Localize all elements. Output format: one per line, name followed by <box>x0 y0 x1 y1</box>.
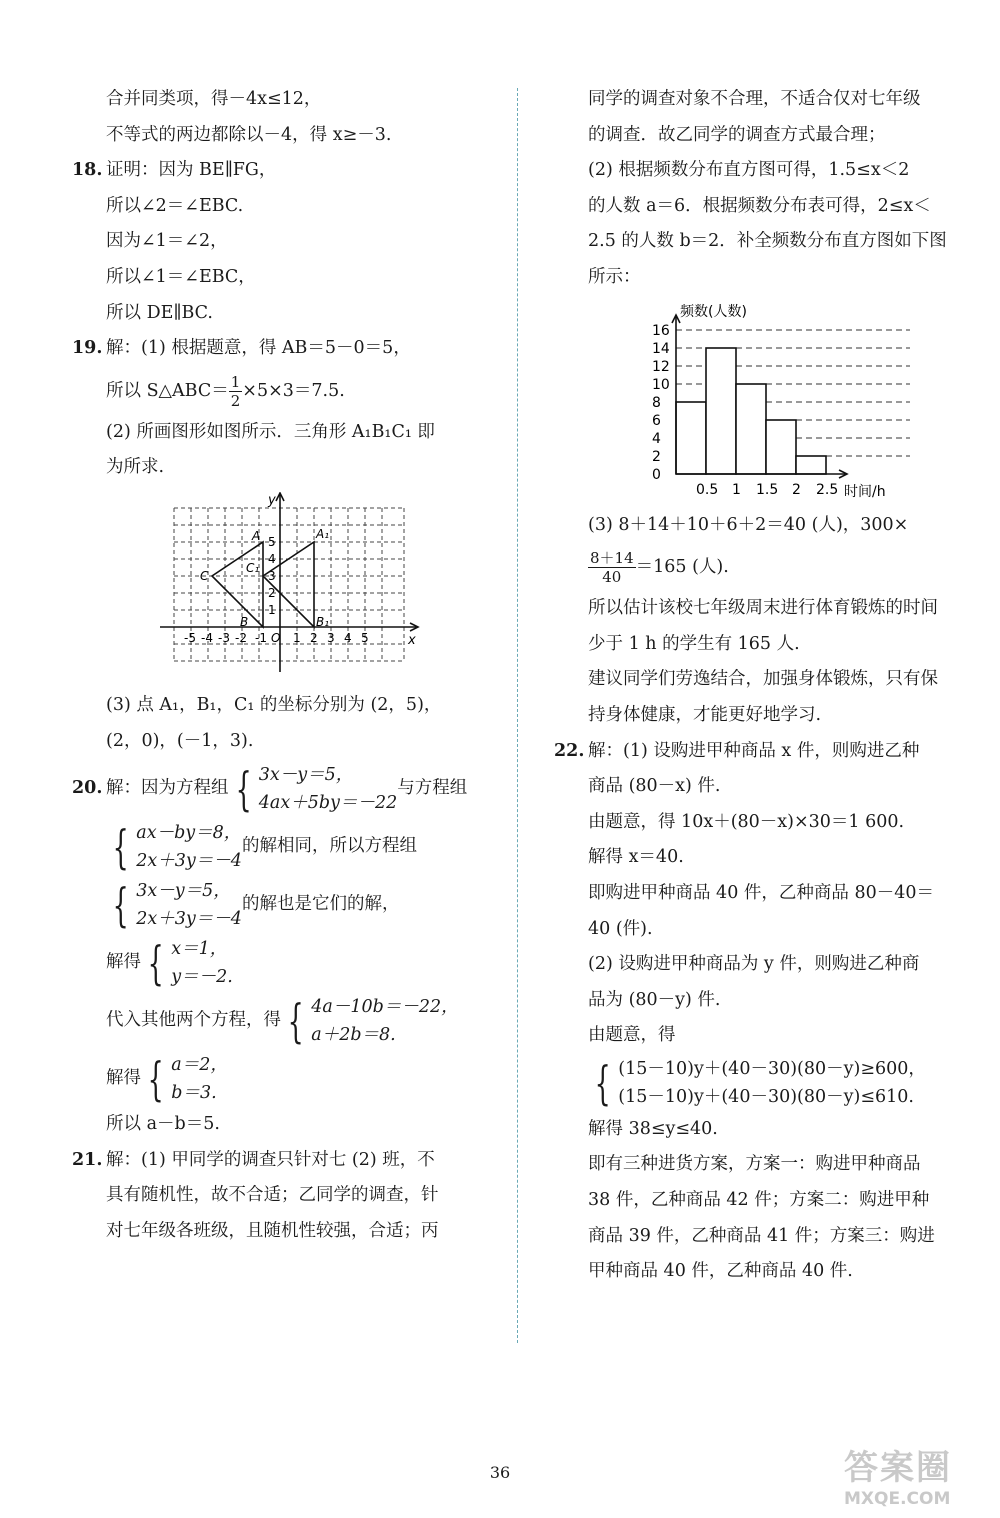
equation-system <box>229 761 398 817</box>
text-line: 38 件，乙种商品 42 件；方案二：购进甲种 <box>588 1190 930 1211</box>
y-tick-label: 4 <box>652 430 661 447</box>
text-line: 所以估计该校七年级周末进行体育锻炼的时间 <box>588 598 938 619</box>
text-line: 少于 1 h 的学生有 165 人. <box>588 633 800 654</box>
text-line: 的人数 a＝6．根据频数分布表可得，2≤x＜ <box>588 195 931 216</box>
text-line: 解得 38≤y≤40. <box>588 1118 718 1139</box>
text-line: 商品 (80－x) 件. <box>588 776 721 797</box>
tick-label: 5 <box>268 534 276 549</box>
equation: a＋2b＝8. <box>311 1024 396 1045</box>
text-line: 40 (件). <box>588 918 653 939</box>
text-line: 解：(1) 根据题意，得 AB＝5－0＝5， <box>106 338 411 359</box>
text-part: 解得 <box>106 952 141 973</box>
x-tick-label: 0.5 <box>696 481 719 498</box>
watermark-logo <box>844 1440 974 1512</box>
text-line: 所以∠1＝∠EBC， <box>106 266 256 287</box>
text-line: 解：(1) 设购进甲种商品 x 件，则购进乙种 <box>588 740 920 761</box>
bars <box>676 348 826 474</box>
text-part: 代入其他两个方程，得 <box>106 1010 281 1031</box>
y-tick-label: 16 <box>652 322 670 339</box>
brace: { <box>594 1056 611 1111</box>
brace: { <box>147 935 164 990</box>
text-line: 持身体健康，才能更好地学习. <box>588 704 822 725</box>
tick-label: 4 <box>268 551 276 566</box>
text-line: 证明：因为 BE∥FG， <box>106 160 277 181</box>
text-part: 所以 S△ABC＝ <box>106 380 229 401</box>
y-tick-label: 6 <box>652 412 661 429</box>
question-22 <box>554 734 963 770</box>
text-line: 由题意，得 10x＋(80－x)×30＝1 600. <box>588 811 905 832</box>
equation: 2x＋3y＝－4 <box>136 908 242 929</box>
text-line: (2，0)，(－1，3). <box>106 730 254 751</box>
fraction <box>229 373 243 410</box>
tick-label: -4 <box>201 630 213 645</box>
text-line: 即购进甲种商品 40 件，乙种商品 80－40＝ <box>588 882 934 903</box>
y-axis-label: 频数(人数) <box>680 303 747 320</box>
x-tick-label: 1.5 <box>756 481 779 498</box>
equation: b＝3. <box>171 1082 217 1103</box>
text-line: 的调查．故乙同学的调查方式最合理； <box>588 124 886 145</box>
x-tick-label: 2.5 <box>816 481 839 498</box>
equation: ax－by＝8， <box>136 822 242 843</box>
text-line: 解得 x＝40. <box>588 847 684 868</box>
fraction <box>588 549 636 586</box>
question-20 <box>72 759 482 817</box>
point-label: B₁ <box>316 614 330 629</box>
equation: 4a－10b＝－22， <box>311 996 459 1017</box>
question-number: 19. <box>72 338 103 359</box>
text-line: 建议同学们劳逸结合，加强身体锻炼，只有保 <box>588 669 938 690</box>
tick-label: 2 <box>310 630 318 645</box>
text-line: (3) 点 A₁，B₁，C₁ 的坐标分别为 (2，5)， <box>106 694 442 715</box>
point-label: C₁ <box>246 560 260 575</box>
tick-label: -1 <box>255 630 267 645</box>
triangle-abc <box>212 542 263 627</box>
text-line <box>588 543 963 591</box>
x-tick-label: 2 <box>792 481 801 498</box>
question-21 <box>72 1143 482 1179</box>
frequency-histogram <box>588 302 963 502</box>
tick-label: 3 <box>327 630 335 645</box>
text-line: 为所求. <box>106 457 165 478</box>
histogram-bar <box>706 348 736 474</box>
brace: { <box>147 1051 164 1106</box>
text-line: (2) 所画图形如图所示．三角形 A₁B₁C₁ 即 <box>106 421 435 442</box>
watermark-text: 答案圈 <box>844 1448 952 1488</box>
inequality: (15－10)y＋(40－30)(80－y)≤610. <box>618 1087 914 1108</box>
y-tick-label: 10 <box>652 376 670 393</box>
y-tick-labels <box>268 535 276 617</box>
equation: y＝－2. <box>171 966 233 987</box>
question-number: 21. <box>72 1149 103 1170</box>
histogram-bar <box>676 402 706 474</box>
point-label: C <box>200 568 209 583</box>
y-tick-label: 14 <box>652 340 670 357</box>
tick-label: -2 <box>235 630 247 645</box>
x-tick-label: 1 <box>732 481 741 498</box>
text-part: 解得 <box>106 1068 141 1089</box>
text-part: 与方程组 <box>397 778 468 799</box>
numerator: 8＋14 <box>590 549 634 568</box>
x-tick-labels <box>696 482 838 498</box>
equation: 4ax＋5by＝－22 <box>258 792 398 813</box>
denominator: 40 <box>602 568 622 587</box>
text-part: ×5×3＝7.5. <box>242 380 345 401</box>
text-line: 2.5 的人数 b＝2．补全频数分布直方图如下图 <box>588 231 947 252</box>
equation: x＝1， <box>171 938 228 959</box>
equation: a＝2， <box>171 1054 228 1075</box>
text-line: 具有随机性，故不合适；乙同学的调查，针 <box>106 1185 439 1206</box>
left-column <box>72 82 482 1250</box>
text-line: 不等式的两边都除以－4，得 x≥－3. <box>106 124 392 145</box>
text-part: 解：因为方程组 <box>106 778 229 799</box>
text-line <box>72 933 482 991</box>
point-label: A₁ <box>316 526 330 541</box>
text-line: 所以 a－b＝5. <box>106 1114 220 1135</box>
text-line: 甲种商品 40 件，乙种商品 40 件. <box>588 1261 853 1282</box>
text-line <box>72 875 482 933</box>
tick-label: 5 <box>361 630 369 645</box>
text-line: 品为 (80－y) 件. <box>588 989 721 1010</box>
denominator: 2 <box>230 391 241 410</box>
tick-label: 1 <box>268 602 276 617</box>
brace: { <box>287 993 304 1048</box>
question-number: 20. <box>72 778 103 799</box>
histogram-bar <box>736 384 766 474</box>
tick-label: -3 <box>218 630 230 645</box>
text-line: 商品 39 件，乙种商品 41 件；方案三：购进 <box>588 1225 935 1246</box>
tick-label: 3 <box>268 568 276 583</box>
text-line: 解：(1) 甲同学的调查只针对七 (2) 班，不 <box>106 1149 435 1170</box>
text-line <box>72 817 482 875</box>
inequality-system <box>588 1055 926 1111</box>
triangles <box>212 542 314 627</box>
point-label: B <box>240 614 249 629</box>
page-number: 36 <box>489 1463 511 1482</box>
text-line: (2) 设购进甲种商品为 y 件，则购进乙种商 <box>588 954 920 975</box>
text-line <box>72 991 482 1049</box>
equation: 3x－y＝5， <box>258 764 354 785</box>
text-part: ＝165 (人). <box>635 557 729 578</box>
brace: { <box>235 761 252 816</box>
question-18 <box>72 153 482 189</box>
tick-label: 2 <box>268 585 276 600</box>
text-line: 所以∠2＝∠EBC. <box>106 195 244 216</box>
y-tick-label: 8 <box>652 394 661 411</box>
y-axis-label: y <box>268 492 276 508</box>
text-line: 合并同类项，得－4x≤12， <box>106 89 322 109</box>
inequality: (15－10)y＋(40－30)(80－y)≥600， <box>618 1059 926 1080</box>
question-number: 22. <box>554 740 585 761</box>
text-line <box>72 1049 482 1107</box>
y-tick-label: 12 <box>652 358 670 375</box>
numerator: 1 <box>230 372 241 391</box>
equation: 3x－y＝5， <box>136 880 231 901</box>
histogram-bar <box>766 420 796 474</box>
y-tick-label: 0 <box>652 466 661 483</box>
watermark-url: MXQE.COM <box>844 1489 951 1509</box>
tick-label: 4 <box>344 630 352 645</box>
axes <box>160 493 418 672</box>
y-tick-label: 2 <box>652 448 661 465</box>
tick-label: -5 <box>184 630 196 645</box>
text-line <box>72 367 482 415</box>
text-part: 的解相同，所以方程组 <box>241 836 417 857</box>
equation-system <box>106 819 242 875</box>
text-line: 即有三种进货方案，方案一：购进甲种商品 <box>588 1154 921 1175</box>
text-line: 由题意，得 <box>588 1025 676 1046</box>
text-line: (3) 8＋14＋10＋6＋2＝40 (人)，300× <box>588 514 909 535</box>
tick-label: 1 <box>293 630 301 645</box>
text-line: 对七年级各班级，且随机性较强，合适；丙 <box>106 1220 439 1241</box>
x-axis-label: 时间/h <box>844 483 886 500</box>
equation-system <box>141 1051 228 1107</box>
origin-label: O <box>271 630 281 645</box>
text-line: (2) 根据频数分布直方图可得，1.5≤x＜2 <box>588 160 910 181</box>
y-tick-labels <box>652 323 670 483</box>
brace: { <box>112 819 129 874</box>
question-19 <box>72 331 482 367</box>
x-axis-label: x <box>408 632 416 648</box>
text-line <box>588 1054 963 1112</box>
right-column <box>554 82 963 1290</box>
brace: { <box>112 877 129 932</box>
coordinate-grid-figure <box>72 492 482 682</box>
text-line: 所以 DE∥BC. <box>106 302 213 323</box>
equation-system <box>281 993 459 1049</box>
histogram-bar <box>796 456 826 474</box>
question-number: 18. <box>72 160 103 181</box>
text-line: 所示： <box>588 266 641 287</box>
column-divider <box>517 88 518 1343</box>
text-part: 的解也是它们的解， <box>241 894 400 915</box>
point-label: A <box>252 528 261 543</box>
text-line: 同学的调查对象不合理，不适合仅对七年级 <box>588 89 921 109</box>
text-line: 因为∠1＝∠2， <box>106 231 228 252</box>
equation: 2x＋3y＝－4 <box>136 850 242 871</box>
equation-system <box>141 935 233 991</box>
equation-system <box>106 877 242 933</box>
